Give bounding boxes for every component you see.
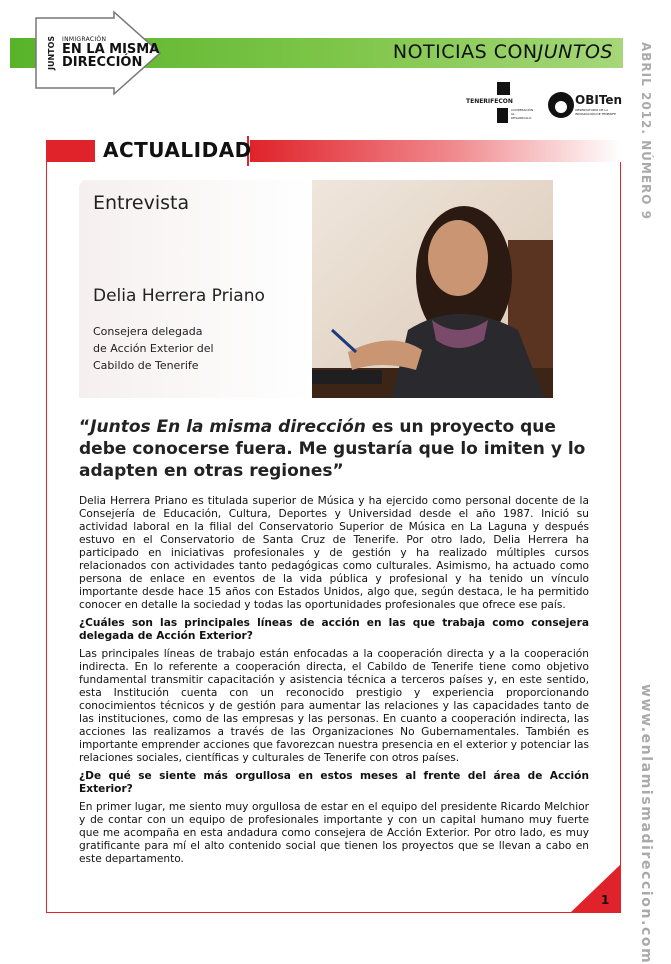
tenerife-logo bbox=[466, 82, 536, 128]
intro-paragraph: Delia Herrera Priano es titulada superior de Música y ha ejercido como personal docente de la Consejería de Educación, Cultura, Deportes y Universidad desde el año 1987. Inició su actividad laboral en la filial del Conservatorio Superior de Música en La Laguna y después estuvo en el Conservatorio de Santa Cruz de Tenerife. Por otro lado, Delia Herrera ha participado en iniciativas profesionales y de gestión y ha realizado múltiples cursos relacionados con actividades tanto pedagógicas como culturales. Asimismo, ha actuado como persona de enlace en eventos de la vida pública y profesional y ha tenido un vínculo importante desde hace 15 años con Estados Unidos, algo que, según destaca, le ha permitido conocer en detalle la sociedad y todas las oportunidades profesionales que ofrece ese país. bbox=[79, 495, 589, 611]
role-line-1: Consejera delegada bbox=[93, 325, 203, 338]
obiten-label: OBITen bbox=[575, 93, 623, 107]
interviewee-photo bbox=[312, 180, 553, 398]
quote-open-mark: “ bbox=[79, 417, 91, 437]
pull-quote bbox=[79, 416, 591, 482]
answer-2: En primer lugar, me siento muy orgullosa de estar en el equipo del presidente Ricardo Melchior y de contar con un equipo de profesionales importante y con un capital humano muy fuerte que me acompaña en esta andadura como consejera de Acción Exterior. Por otro lado, es muy gratificante para mí el alto contenido social que tienen los proyectos que se llevan a cabo en este departamento. bbox=[79, 801, 589, 865]
quote-rest: es un proyecto que debe conocerse fuera. Me gustaría que lo imiten y lo adapten en otras regiones” bbox=[79, 417, 586, 481]
tenerife-label: TENERIFECON bbox=[466, 98, 513, 105]
title-prefix: NOTICIAS CON bbox=[392, 41, 538, 63]
obiten-logo bbox=[548, 90, 628, 120]
page-corner-icon bbox=[570, 864, 621, 913]
issue-text: ABRIL 2012. NÚMERO 9 bbox=[639, 42, 653, 220]
article-body bbox=[79, 495, 589, 866]
title-italic: JUNTOS bbox=[537, 41, 613, 63]
role-line-3: Cabildo de Tenerife bbox=[93, 359, 199, 372]
answer-1: Las principales líneas de trabajo están enfocadas a la cooperación directa y a la cooperación indirecta. En lo referente a cooperación directa, el Cabildo de Tenerife tiene como objetivo fundamental transmitir capacitación y asistencia técnica a terceros países y, en este sentido, esta Institución cuenta con un reconocido prestigio y experiencia proporcionando conocimientos técnicos y de gestión para aumentar las relaciones y las capacidades tanto de las instituciones, como de las empresas y las personas. En cuanto a cooperación indirecta, las acciones las realizamos a través de las Organizaciones No Gubernamentales. También es importante emprender acciones que favorezcan nuestra presencia en el exterior y potenciar las relaciones sociales, científicas y culturales de Tenerife con otros países. bbox=[79, 648, 589, 764]
website-text[interactable]: www.enlamismadireccion.com bbox=[638, 684, 654, 964]
page-number: 1 bbox=[601, 893, 610, 907]
obiten-circle-icon bbox=[548, 92, 574, 118]
question-1: ¿Cuáles son las principales líneas de acción en las que trabaja como consejera delegada de Acción Exterior? bbox=[79, 617, 589, 642]
interviewee-name: Delia Herrera Priano bbox=[93, 286, 265, 306]
logo-juntos: JUNTOS bbox=[47, 35, 56, 70]
obiten-small-label: OBSERVATORIO DE LA INMIGRACIÓN DE TENERIFE bbox=[575, 108, 617, 116]
question-2: ¿De qué se siente más orgullosa en estos meses al frente del área de Acción Exterior? bbox=[79, 770, 589, 795]
section-bar-right bbox=[250, 140, 621, 162]
role-line-2: de Acción Exterior del bbox=[93, 342, 214, 355]
interviewee-role bbox=[93, 323, 293, 374]
issue-label bbox=[639, 42, 657, 220]
section-title: ACTUALIDAD bbox=[103, 138, 252, 162]
logo-small-text: INMIGRACIÓN bbox=[62, 36, 107, 43]
tenerife-small-label: COOPERACIÓN AL DESARROLLO bbox=[511, 108, 534, 120]
cabildo-crest-icon bbox=[497, 108, 508, 123]
logo-line-1: EN LA MISMA bbox=[62, 42, 160, 57]
quote-italic-part: Juntos En la misma dirección bbox=[90, 417, 366, 437]
logo-text bbox=[62, 36, 159, 69]
logo-line-2: DIRECCIÓN bbox=[62, 55, 143, 70]
interview-category: Entrevista bbox=[93, 192, 190, 214]
tenerife-square-icon bbox=[497, 82, 510, 95]
newsletter-title bbox=[393, 41, 613, 63]
